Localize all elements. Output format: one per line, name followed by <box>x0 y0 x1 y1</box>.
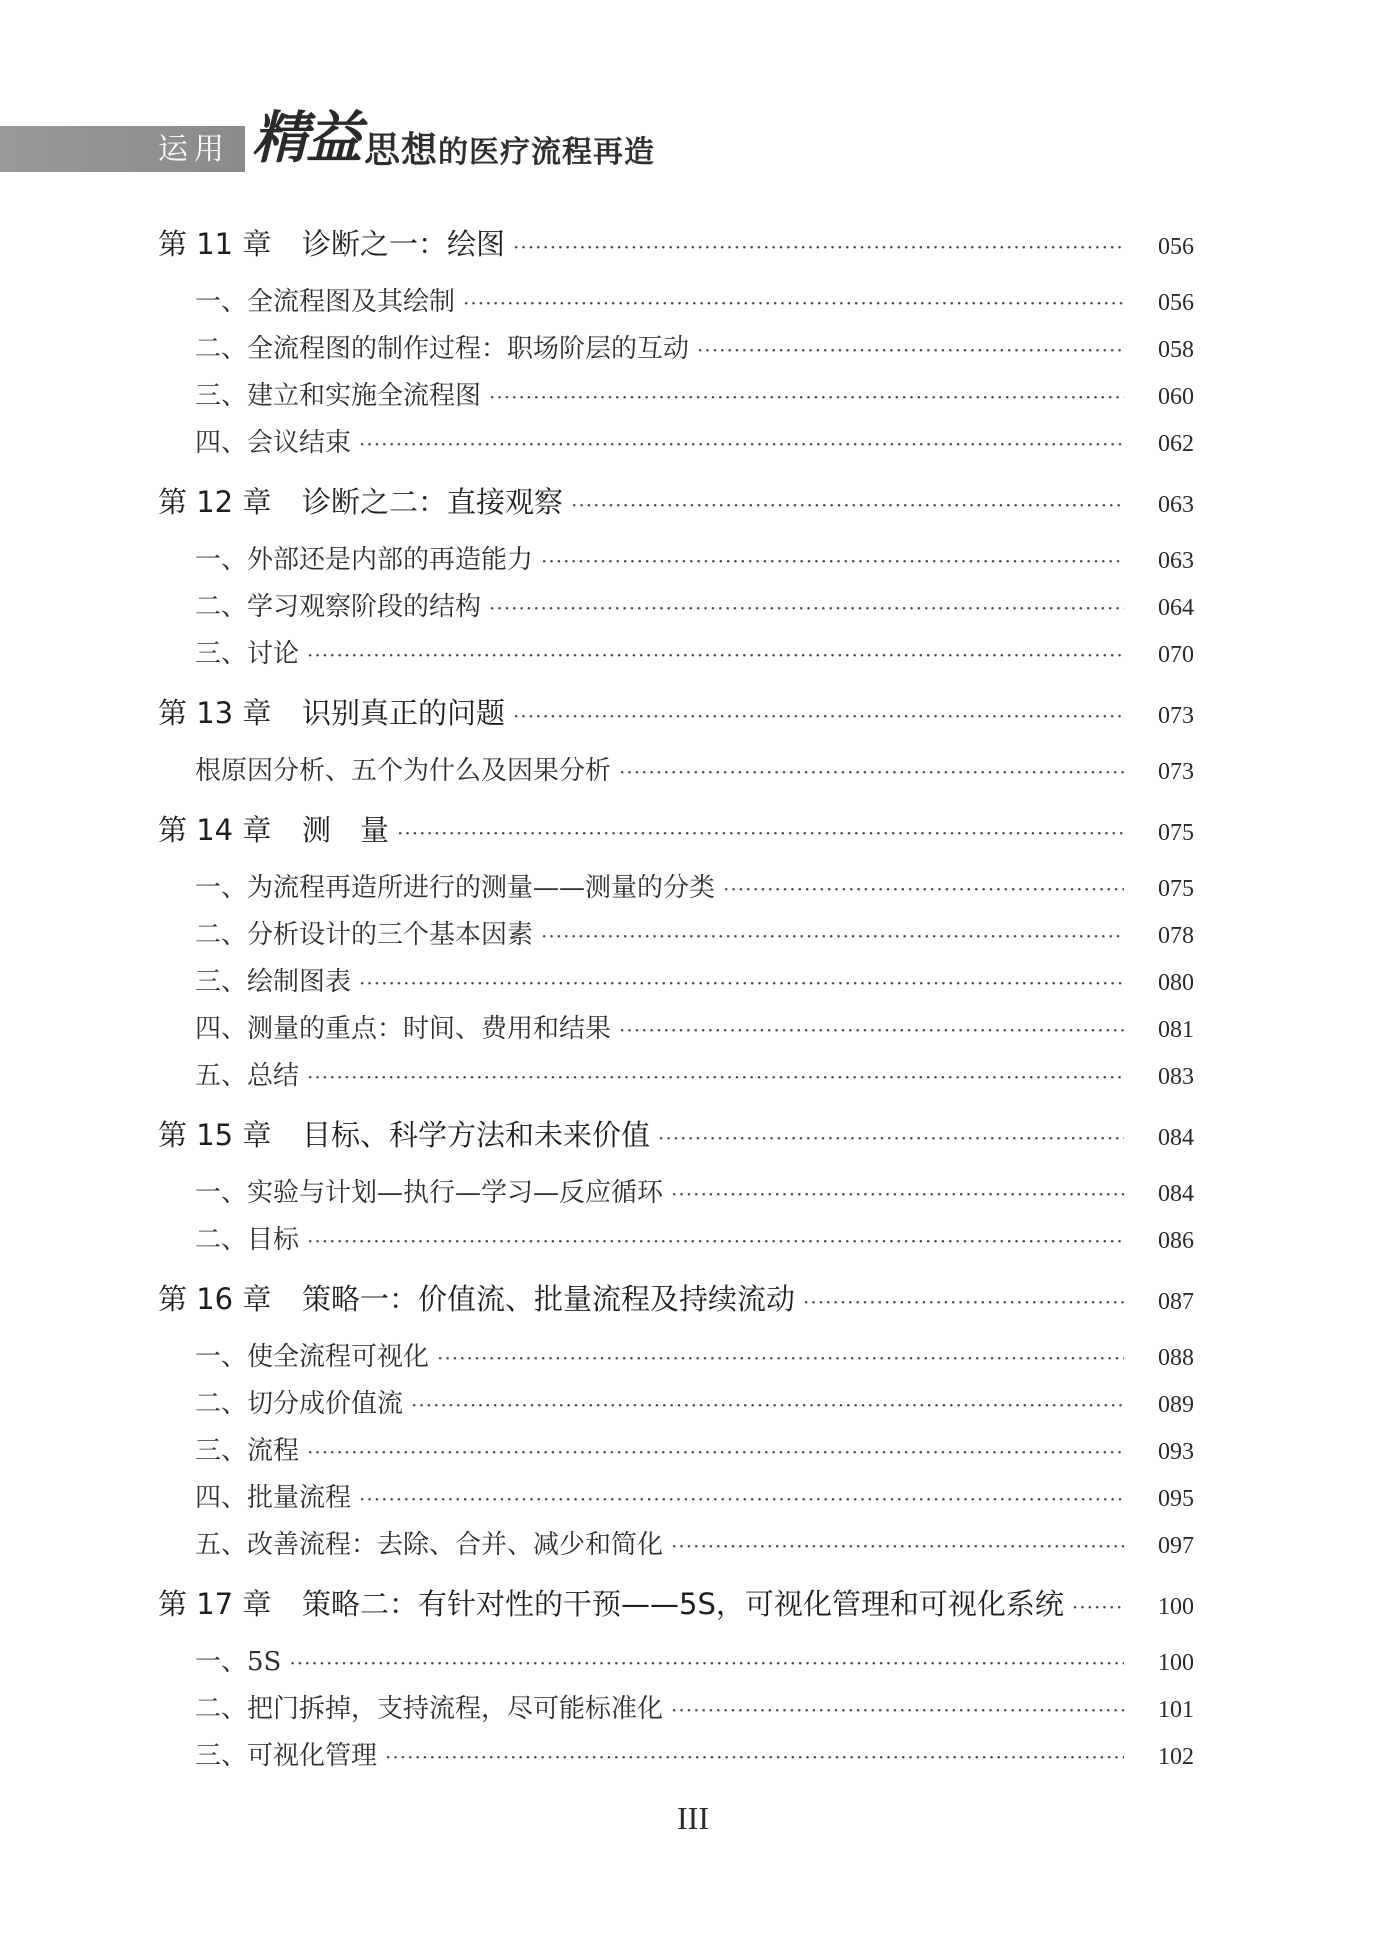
toc-page-number: 100 <box>1158 1650 1194 1676</box>
toc-section-row[interactable] <box>0 375 1386 415</box>
toc-chapter-title: 测 量 <box>302 813 390 847</box>
toc-page-number: 063 <box>1158 548 1194 574</box>
toc-page-number: 102 <box>1158 1744 1194 1770</box>
toc-section-title: 一、为流程再造所进行的测量——测量的分类 <box>195 873 716 903</box>
toc-chapter-number: 第 13 章 <box>158 696 272 730</box>
toc-section-title: 一、5S <box>195 1647 282 1677</box>
toc-page-number: 100 <box>1158 1594 1194 1620</box>
toc-section-title: 根原因分析、五个为什么及因果分析 <box>195 756 612 786</box>
toc-section-title: 四、批量流程 <box>195 1483 352 1513</box>
toc-section-title: 二、把门拆掉，支持流程，尽可能标准化 <box>195 1694 664 1724</box>
toc-leader-dots <box>359 1487 1124 1511</box>
toc-section-title: 二、全流程图的制作过程：职场阶层的互动 <box>195 334 690 364</box>
toc-section-title: 三、可视化管理 <box>195 1741 378 1771</box>
toc-leader-dots <box>803 1290 1124 1314</box>
toc-chapter-label <box>158 222 505 263</box>
toc-leader-dots <box>307 1440 1124 1464</box>
toc-section-row[interactable] <box>0 633 1386 673</box>
toc-leader-dots <box>513 235 1124 259</box>
toc-leader-dots <box>359 971 1124 995</box>
toc-page-number: 056 <box>1158 290 1194 316</box>
toc-page-number: 056 <box>1158 234 1194 260</box>
toc-leader-dots <box>489 596 1124 620</box>
toc-leader-dots <box>463 291 1124 315</box>
toc-chapter-title: 目标、科学方法和未来价值 <box>302 1118 651 1152</box>
toc-section-title: 二、目标 <box>195 1225 300 1255</box>
toc-chapter-row[interactable] <box>0 222 1386 262</box>
toc-leader-dots <box>513 704 1124 728</box>
toc-page-number: 101 <box>1158 1697 1194 1723</box>
toc-page-number: 088 <box>1158 1345 1194 1371</box>
toc-section-row[interactable] <box>0 1383 1386 1423</box>
toc-section-row[interactable] <box>0 1008 1386 1048</box>
toc-page-number: 073 <box>1158 703 1194 729</box>
toc-chapter-label <box>158 691 505 732</box>
header-lead-text: 运用 <box>158 132 230 167</box>
toc-leader-dots <box>723 877 1124 901</box>
toc-page-number: 083 <box>1158 1064 1194 1090</box>
toc-chapter-row[interactable] <box>0 1582 1386 1622</box>
toc-leader-dots <box>658 1126 1124 1150</box>
toc-section-title: 一、全流程图及其绘制 <box>195 287 456 317</box>
toc-leader-dots <box>619 760 1124 784</box>
toc-chapter-label <box>158 1277 795 1318</box>
toc-section-row[interactable] <box>0 867 1386 907</box>
toc-section-title: 一、实验与计划—执行—学习—反应循环 <box>195 1178 664 1208</box>
toc-section-title: 三、绘制图表 <box>195 967 352 997</box>
toc-chapter-label <box>158 480 563 521</box>
toc-leader-dots <box>289 1651 1124 1675</box>
toc-page-number: 078 <box>1158 923 1194 949</box>
toc-leader-dots <box>307 1065 1124 1089</box>
toc-page-number: 073 <box>1158 759 1194 785</box>
toc-section-row[interactable] <box>0 1688 1386 1728</box>
toc-page-number: 095 <box>1158 1486 1194 1512</box>
toc-section-row[interactable] <box>0 1477 1386 1517</box>
toc-leader-dots <box>571 493 1124 517</box>
toc-section-title: 五、总结 <box>195 1061 300 1091</box>
toc-chapter-label <box>158 1582 1064 1623</box>
toc-page-number: 097 <box>1158 1533 1194 1559</box>
toc-chapter-title: 策略一：价值流、批量流程及持续流动 <box>302 1282 796 1316</box>
toc-chapter-number: 第 11 章 <box>158 227 272 261</box>
toc-page-number: 087 <box>1158 1289 1194 1315</box>
toc-leader-dots <box>385 1745 1124 1769</box>
toc-chapter-row[interactable] <box>0 1277 1386 1317</box>
toc-chapter-number: 第 15 章 <box>158 1118 272 1152</box>
toc-leader-dots <box>437 1346 1124 1370</box>
toc-section-title: 二、切分成价值流 <box>195 1389 404 1419</box>
toc-chapter-row[interactable] <box>0 480 1386 520</box>
toc-chapter-number: 第 17 章 <box>158 1587 272 1621</box>
toc-section-title: 二、分析设计的三个基本因素 <box>195 920 534 950</box>
header-emphasis-text: 精益 <box>252 105 360 171</box>
toc-leader-dots <box>397 821 1124 845</box>
toc-chapter-row[interactable] <box>0 1113 1386 1153</box>
toc-section-title: 四、会议结束 <box>195 428 352 458</box>
toc-page-number: 070 <box>1158 642 1194 668</box>
toc-leader-dots <box>619 1018 1124 1042</box>
header-rest-b: 的医疗流程再造 <box>438 135 656 170</box>
toc-section-row[interactable] <box>0 1219 1386 1259</box>
toc-page-number: 093 <box>1158 1439 1194 1465</box>
toc-section-row[interactable] <box>0 750 1386 790</box>
toc-section-row[interactable] <box>0 961 1386 1001</box>
toc-section-row[interactable] <box>0 914 1386 954</box>
toc-chapter-row[interactable] <box>0 691 1386 731</box>
toc-section-row[interactable] <box>0 539 1386 579</box>
toc-chapter-title: 策略二：有针对性的干预——5S，可视化管理和可视化系统 <box>302 1587 1064 1621</box>
toc-section-row[interactable] <box>0 1735 1386 1775</box>
toc-section-row[interactable] <box>0 1524 1386 1564</box>
toc-leader-dots <box>307 643 1124 667</box>
toc-chapter-title: 诊断之一：绘图 <box>302 227 506 261</box>
toc-section-row[interactable] <box>0 281 1386 321</box>
toc-page-number: 084 <box>1158 1125 1194 1151</box>
toc-section-row[interactable] <box>0 1336 1386 1376</box>
toc-chapter-number: 第 14 章 <box>158 813 272 847</box>
toc-page-number: 086 <box>1158 1228 1194 1254</box>
toc-chapter-number: 第 12 章 <box>158 485 272 519</box>
toc-leader-dots <box>697 338 1124 362</box>
toc-leader-dots <box>359 432 1124 456</box>
toc-page-number: 062 <box>1158 431 1194 457</box>
toc-chapter-title: 识别真正的问题 <box>302 696 506 730</box>
toc-page-number: 058 <box>1158 337 1194 363</box>
toc-page-number: 080 <box>1158 970 1194 996</box>
toc-section-row[interactable] <box>0 1055 1386 1095</box>
toc-chapter-title: 诊断之二：直接观察 <box>302 485 564 519</box>
toc-chapter-label <box>158 808 389 849</box>
toc-leader-dots <box>489 385 1124 409</box>
page-folio: III <box>677 1800 709 1836</box>
toc-section-title: 四、测量的重点：时间、费用和结果 <box>195 1014 612 1044</box>
toc-chapter-row[interactable] <box>0 808 1386 848</box>
toc-section-title: 三、讨论 <box>195 639 300 669</box>
toc-leader-dots <box>541 924 1124 948</box>
toc-leader-dots <box>411 1393 1124 1417</box>
toc-section-title: 二、学习观察阶段的结构 <box>195 592 482 622</box>
toc-page-number: 064 <box>1158 595 1194 621</box>
toc-page-number: 075 <box>1158 876 1194 902</box>
toc-section-row[interactable] <box>0 1172 1386 1212</box>
toc-leader-dots <box>671 1182 1124 1206</box>
toc-page-number: 063 <box>1158 492 1194 518</box>
toc-chapter-number: 第 16 章 <box>158 1282 272 1316</box>
toc-leader-dots <box>671 1534 1124 1558</box>
toc-page-number: 075 <box>1158 820 1194 846</box>
toc-leader-dots <box>1072 1595 1124 1619</box>
toc-section-title: 三、流程 <box>195 1436 300 1466</box>
toc-section-title: 一、外部还是内部的再造能力 <box>195 545 534 575</box>
toc-page-number: 089 <box>1158 1392 1194 1418</box>
toc-section-title: 三、建立和实施全流程图 <box>195 381 482 411</box>
toc-leader-dots <box>307 1229 1124 1253</box>
header-rest-a: 思想 <box>364 129 439 171</box>
toc-chapter-label <box>158 1113 650 1154</box>
toc-section-title: 五、改善流程：去除、合并、减少和简化 <box>195 1530 664 1560</box>
toc-section-row[interactable] <box>0 1641 1386 1681</box>
toc-section-row[interactable] <box>0 422 1386 462</box>
toc-page-number: 060 <box>1158 384 1194 410</box>
toc-section-row[interactable] <box>0 586 1386 626</box>
toc-section-row[interactable] <box>0 328 1386 368</box>
toc-leader-dots <box>541 549 1124 573</box>
toc-section-title: 一、使全流程可视化 <box>195 1342 430 1372</box>
toc-leader-dots <box>671 1698 1124 1722</box>
toc-page-number: 081 <box>1158 1017 1194 1043</box>
toc-page-number: 084 <box>1158 1181 1194 1207</box>
toc-section-row[interactable] <box>0 1430 1386 1470</box>
